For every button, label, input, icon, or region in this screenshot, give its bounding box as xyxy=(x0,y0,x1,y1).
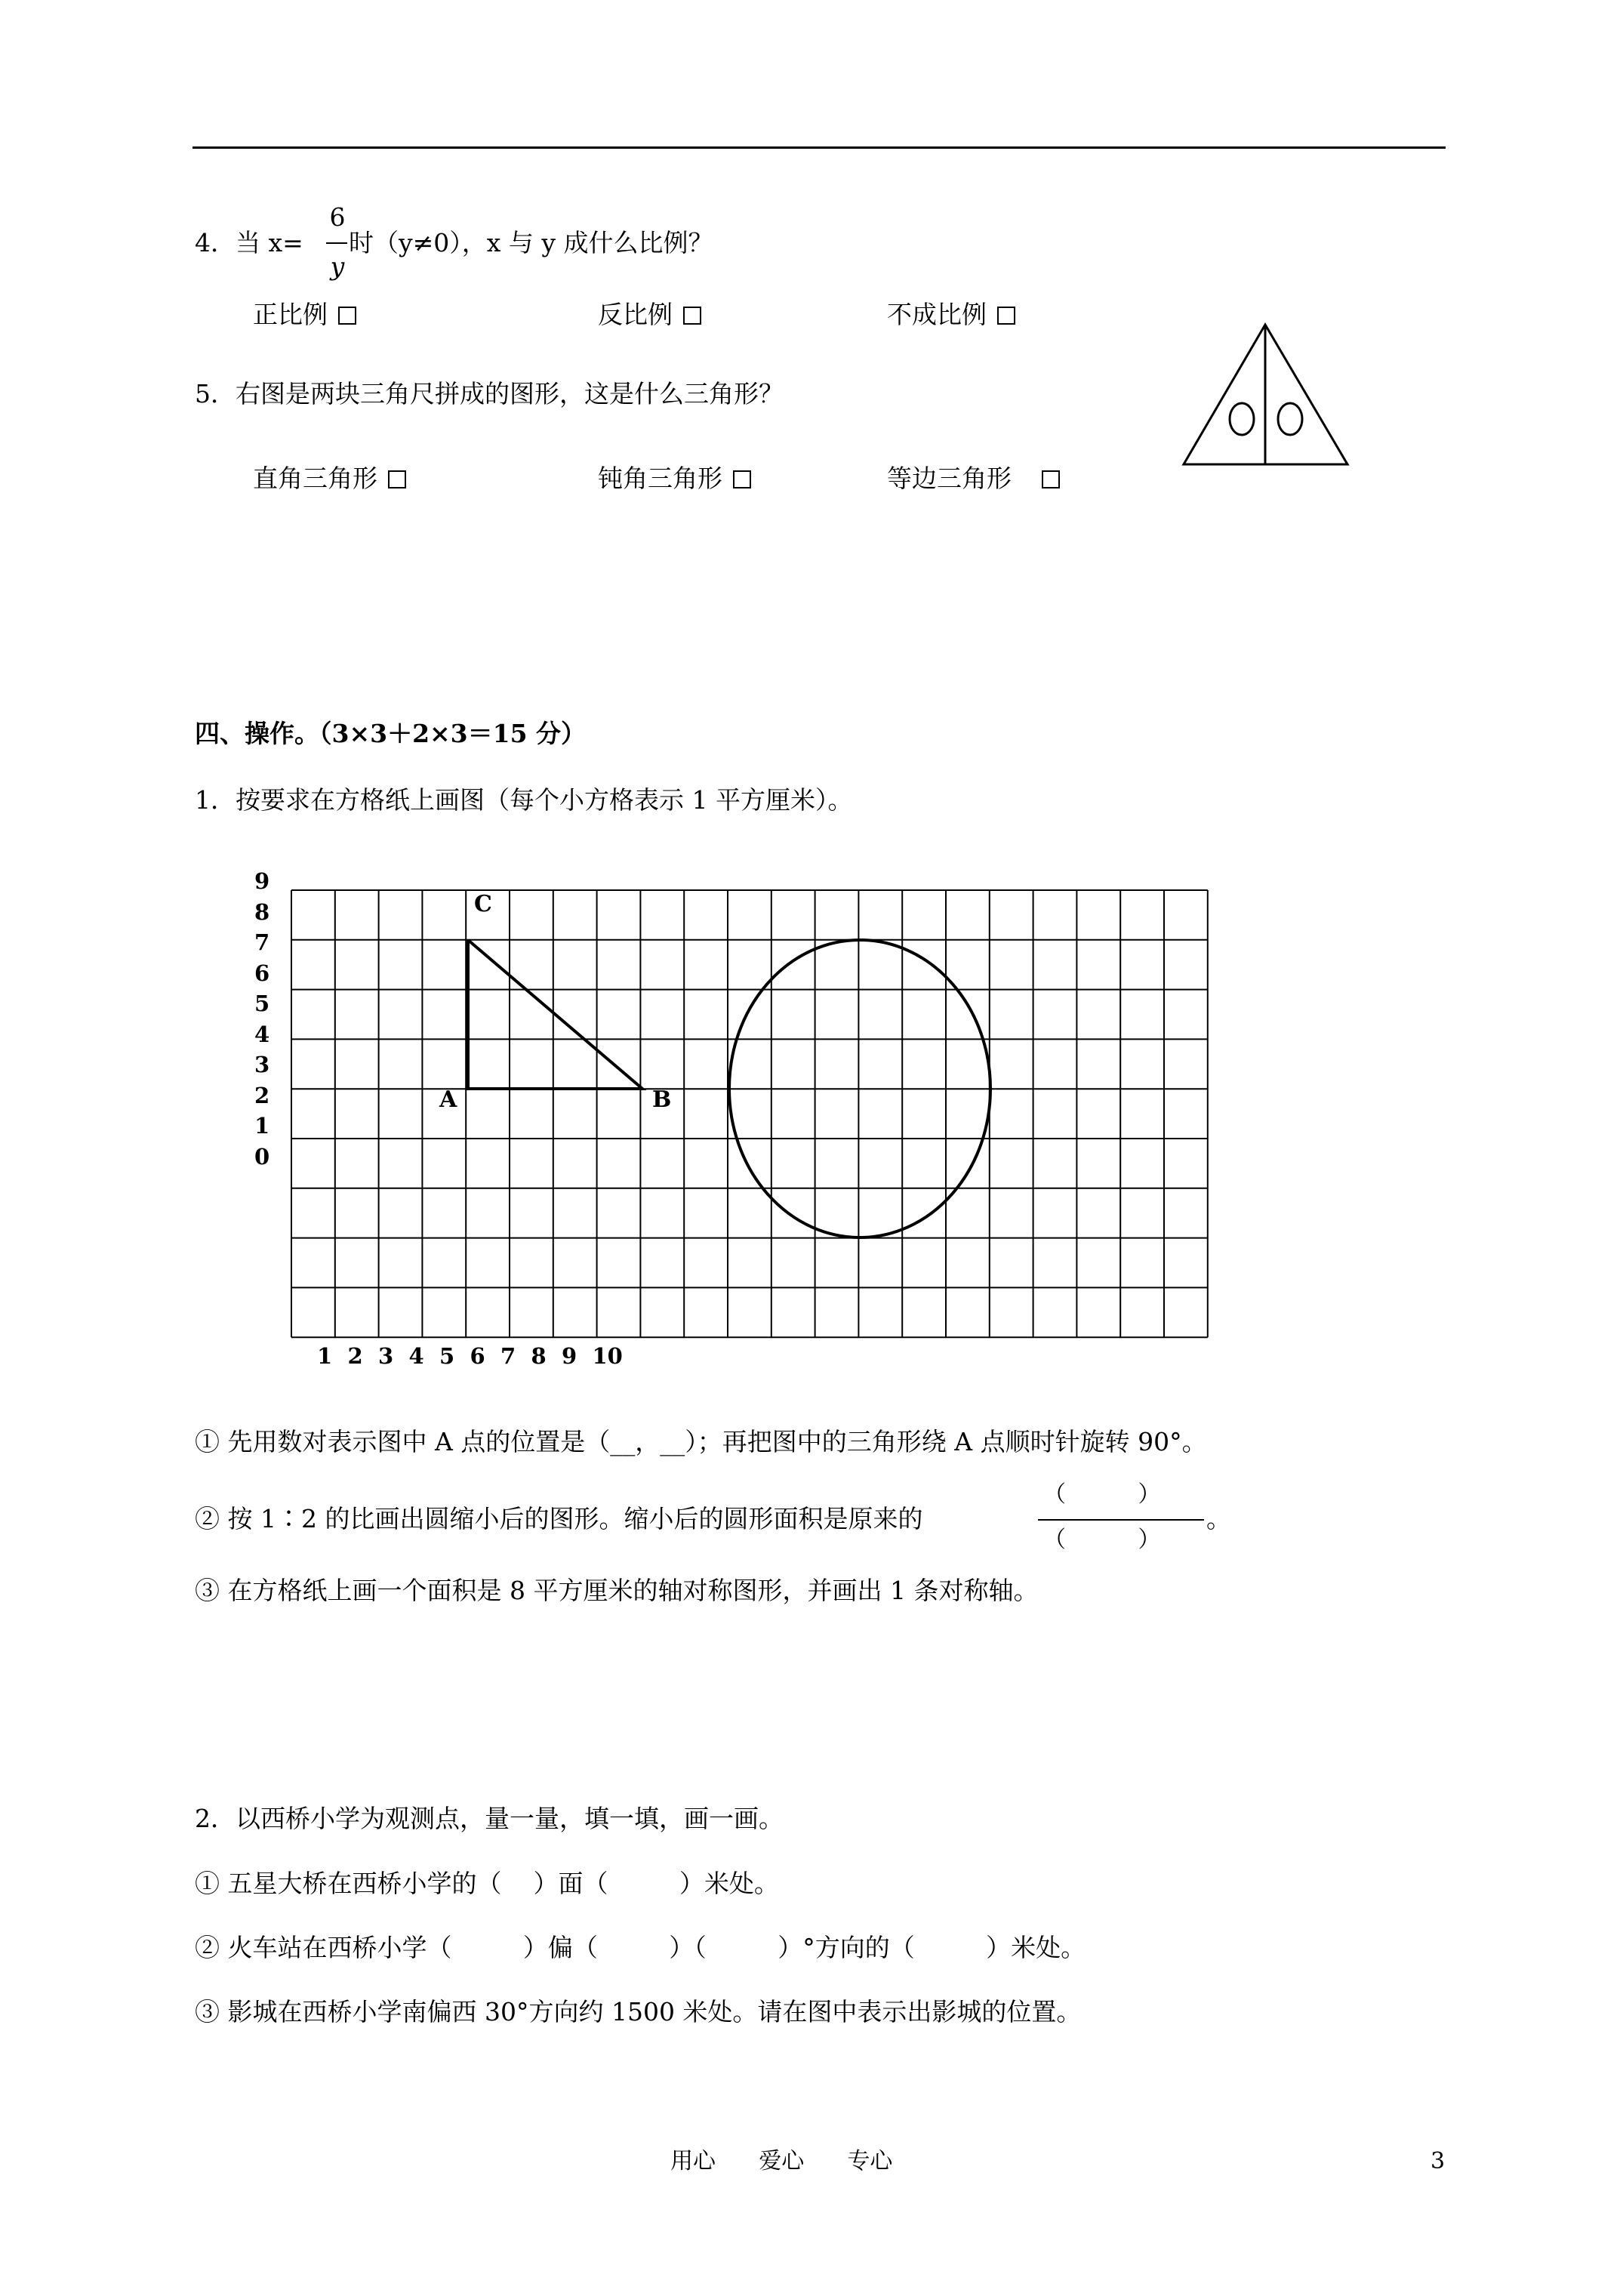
right-hole xyxy=(1278,403,1302,435)
q4-suffix: 时（y≠0），x 与 y 成什么比例？ xyxy=(349,228,713,257)
section4-q2: 2．以西桥小学为观测点，量一量，填一填，画一画。 xyxy=(195,1804,784,1833)
y-axis-label: 3 xyxy=(254,1052,270,1077)
y-axis-label: 8 xyxy=(254,898,270,925)
y-axis-label: 2 xyxy=(254,1082,270,1108)
q4-option-3-label: 不成比例 xyxy=(887,300,987,329)
section4-sub2-denominator: （ ） xyxy=(1043,1527,1161,1553)
square-grid xyxy=(291,890,1208,1337)
point-label-a: A xyxy=(439,1086,457,1113)
footer-motto: 用心 爱心 专心 xyxy=(670,2148,893,2174)
q4-fraction-numerator: 6 xyxy=(329,202,346,232)
section4-sub2-fraction-line xyxy=(1038,1519,1204,1521)
section4-sub2-suffix: 。 xyxy=(1206,1504,1231,1533)
x-axis-label: 5 xyxy=(439,1343,455,1369)
section4-sub3: ③ 在方格纸上画一个面积是 8 平方厘米的轴对称图形，并画出 1 条对称轴。 xyxy=(195,1576,1039,1605)
q5-text: 5．右图是两块三角尺拼成的图形，这是什么三角形？ xyxy=(195,379,784,408)
page-number: 3 xyxy=(1431,2148,1446,2174)
section4-q2-sub3: ③ 影城在西桥小学南偏西 30°方向约 1500 米处。请在图中表示出影城的位置。 xyxy=(195,1997,1082,2026)
section4-q2-sub1: ① 五星大桥在西桥小学的（ ）面（ ）米处。 xyxy=(195,1869,779,1898)
q5-option-2-label: 钝角三角形 xyxy=(598,464,722,493)
y-axis-label: 9 xyxy=(254,868,270,894)
section4-sub2-prefix: ② 按 1∶2 的比画出圆缩小后的图形。缩小后的圆形面积是原来的 xyxy=(195,1504,923,1533)
q4-prefix: 4．当 x= xyxy=(195,228,303,257)
x-axis-label: 3 xyxy=(378,1343,394,1369)
section4-title: 四、操作。（3×3＋2×3＝15 分） xyxy=(195,719,587,748)
x-axis-label: 4 xyxy=(408,1343,424,1369)
x-axis-label: 6 xyxy=(470,1343,485,1369)
y-axis-label: 5 xyxy=(254,991,270,1016)
y-axis-label: 0 xyxy=(254,1143,270,1170)
x-axis-label: 10 xyxy=(592,1343,623,1369)
x-axis-label: 2 xyxy=(347,1343,363,1369)
section4-q1: 1．按要求在方格纸上画图（每个小方格表示 1 平方厘米）。 xyxy=(195,785,853,815)
set-square-figure xyxy=(1184,325,1347,464)
y-axis-label: 7 xyxy=(254,929,270,955)
x-axis-label: 7 xyxy=(500,1343,516,1369)
q4-option-1-label: 正比例 xyxy=(253,300,328,329)
x-axis-label: 8 xyxy=(531,1343,547,1369)
q5-option-3-label: 等边三角形 xyxy=(887,464,1012,493)
section4-sub1: ① 先用数对表示图中 A 点的位置是（__，__）；再把图中的三角形绕 A 点顺时针旋转 90°。 xyxy=(195,1427,1207,1456)
q4-option-2-label: 反比例 xyxy=(598,300,673,329)
left-hole xyxy=(1230,403,1254,435)
section4-q2-sub2: ② 火车站在西桥小学（ ）偏（ ）（ ）°方向的（ ）米处。 xyxy=(195,1933,1086,1962)
triangle-abc xyxy=(468,940,642,1089)
q4-fraction-denominator: y xyxy=(330,251,345,281)
point-label-c: C xyxy=(474,891,492,917)
y-axis-label: 1 xyxy=(254,1113,270,1139)
q5-option-1-label: 直角三角形 xyxy=(253,464,377,493)
point-label-b: B xyxy=(652,1086,672,1113)
x-axis-label: 9 xyxy=(562,1343,577,1369)
y-axis-label: 4 xyxy=(254,1021,270,1047)
y-axis-label: 6 xyxy=(254,960,270,986)
section4-sub2-numerator: （ ） xyxy=(1043,1481,1161,1508)
x-axis-label: 1 xyxy=(317,1343,333,1369)
